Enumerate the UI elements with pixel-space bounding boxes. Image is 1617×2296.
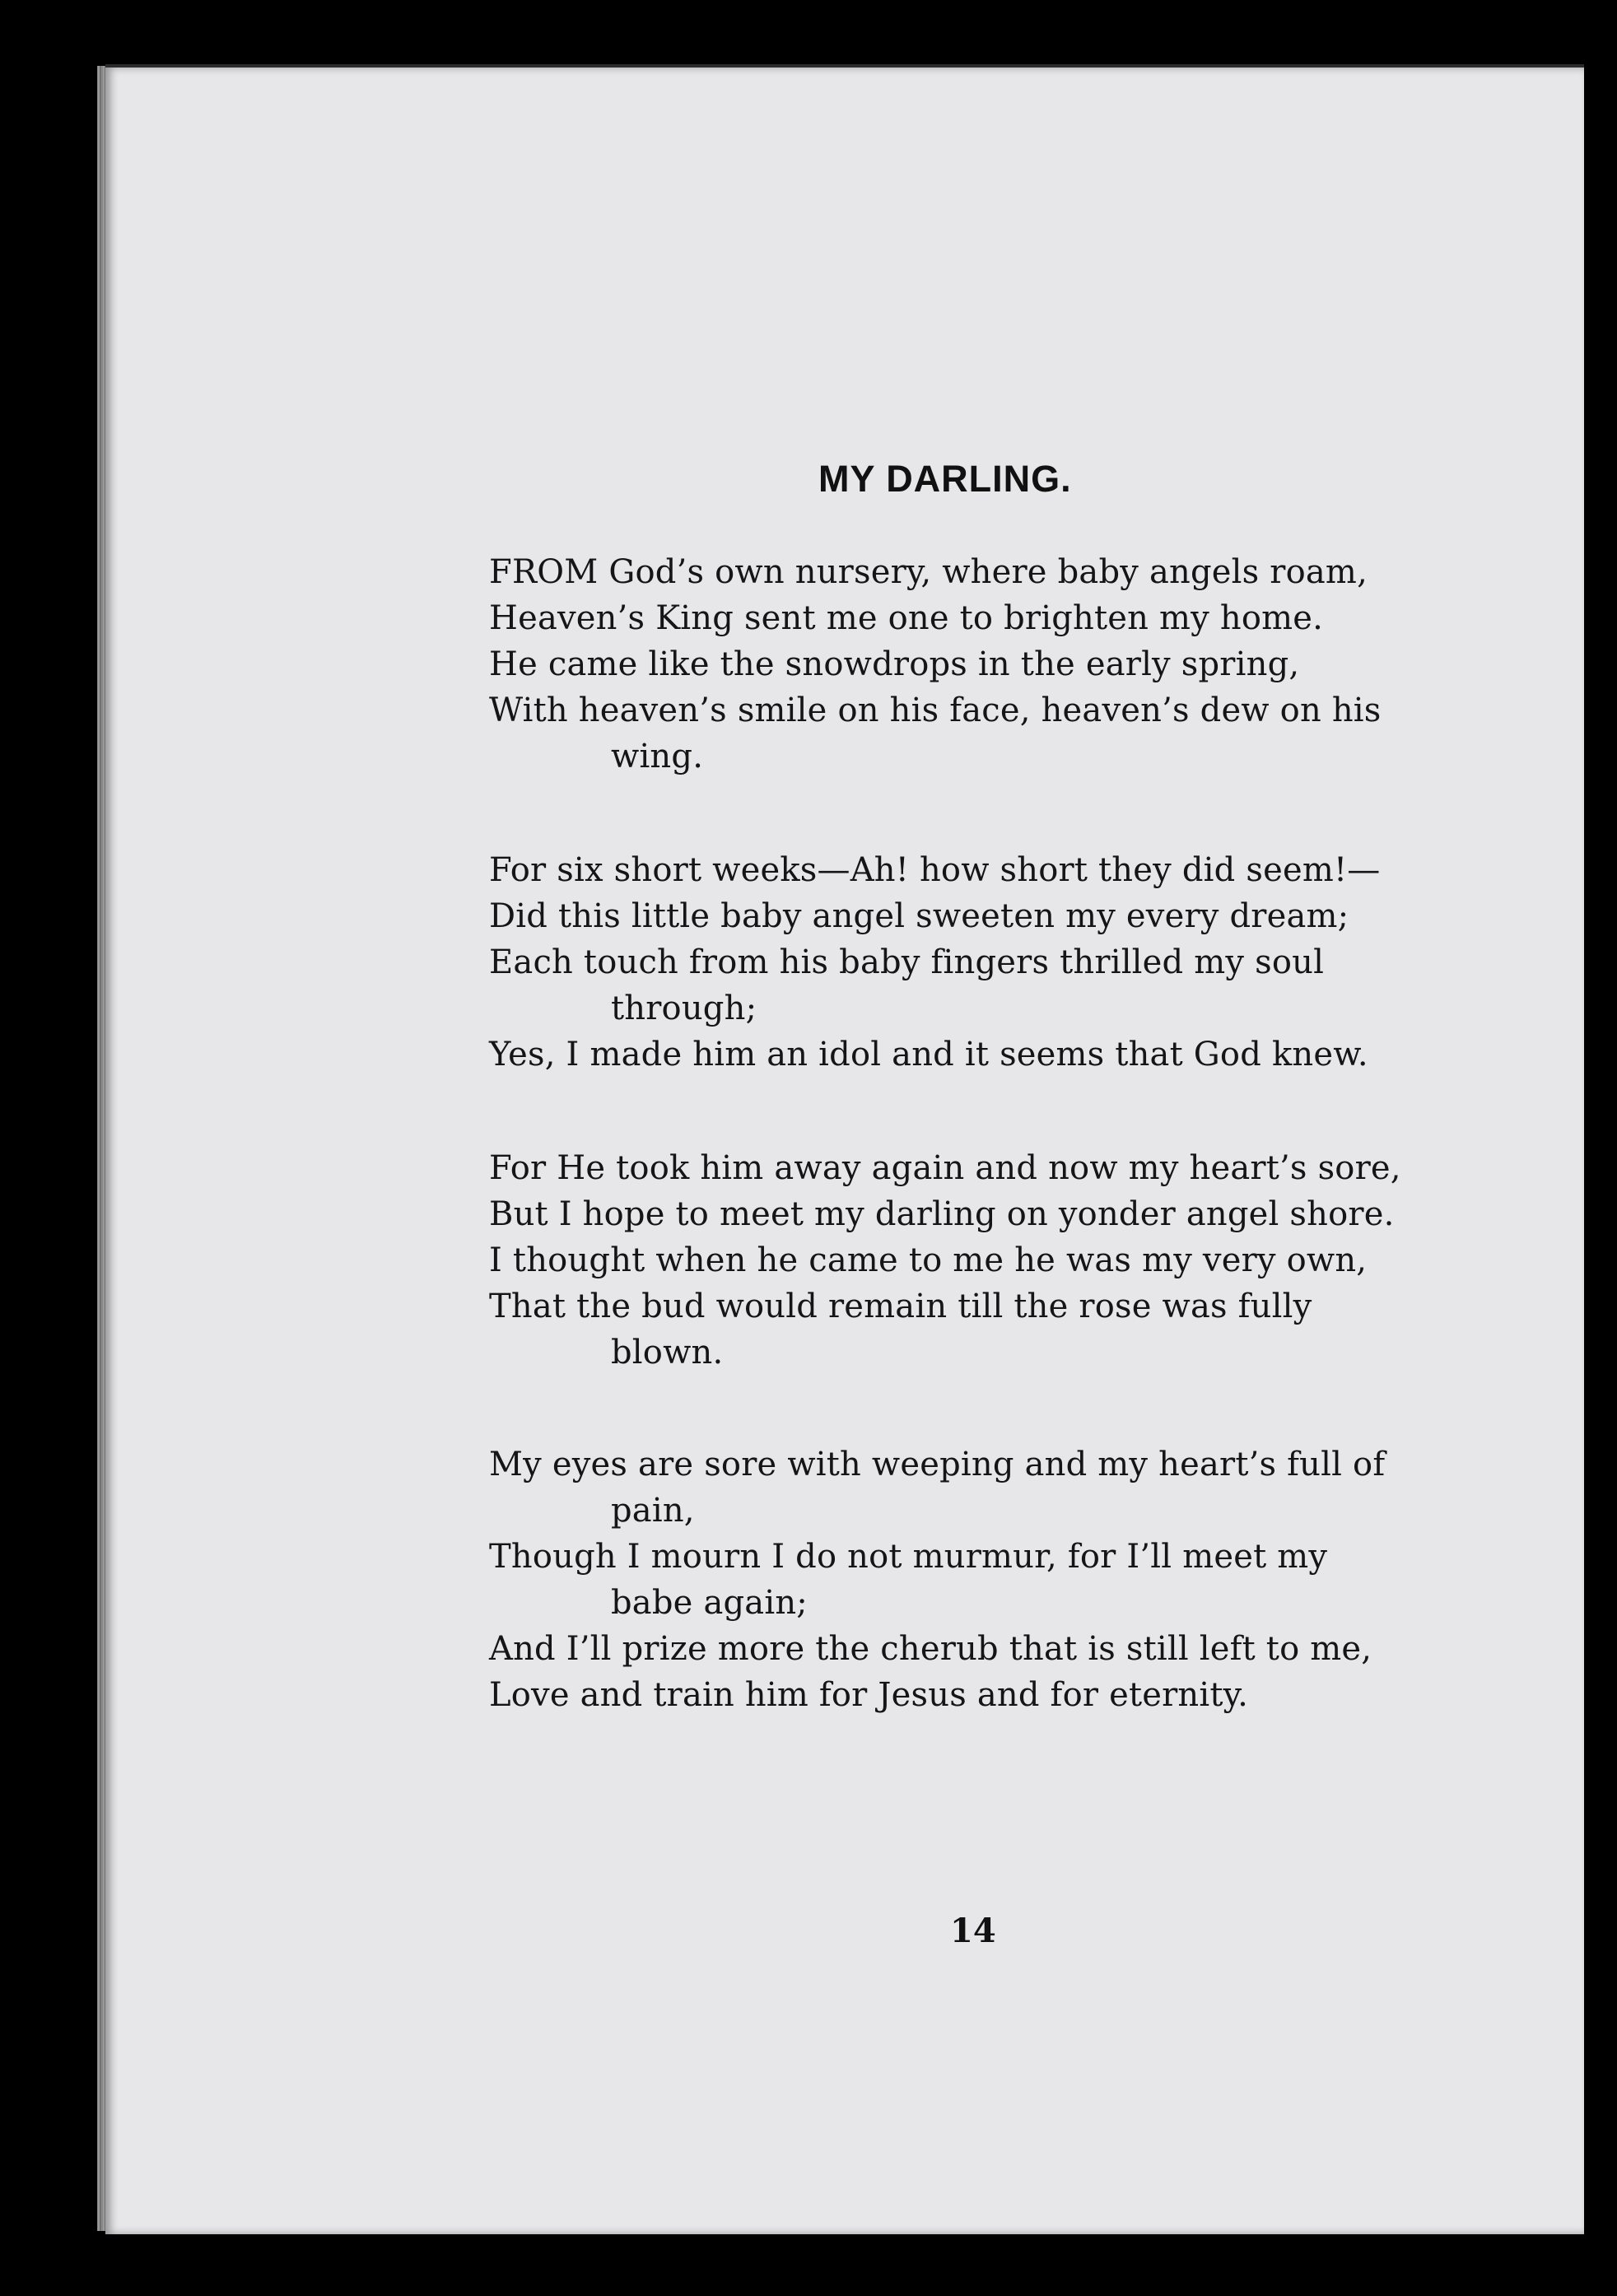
poem-line: He came like the snowdrops in the early spring,	[489, 645, 1300, 683]
poem-line: For He took him away again and now my heart’s sore,	[489, 1149, 1401, 1187]
poem-line: For six short weeks—Ah! how short they did seem!—	[489, 851, 1381, 889]
poem-line: Love and train him for Jesus and for eternity.	[489, 1676, 1249, 1714]
poem-line-continuation: wing.	[611, 738, 704, 775]
poem-line: With heaven’s smile on his face, heaven’s dew on his	[489, 692, 1382, 729]
poem-line: But I hope to meet my darling on yonder angel shore.	[489, 1195, 1395, 1233]
poem-line: That the bud would remain till the rose was fully	[489, 1288, 1312, 1325]
poem-line: Each touch from his baby fingers thrilled my soul	[489, 943, 1325, 981]
poem-line-continuation: pain,	[611, 1492, 695, 1530]
poem-line: Heaven’s King sent me one to brighten my home.	[489, 599, 1324, 637]
poem-line: FROM God’s own nursery, where baby angels roam,	[489, 553, 1368, 591]
poem-line-continuation: babe again;	[611, 1584, 808, 1622]
poem-line: I thought when he came to me he was my very own,	[489, 1241, 1368, 1279]
poem-line: Though I mourn I do not murmur, for I’ll meet my	[489, 1538, 1328, 1576]
page-number: 14	[950, 1912, 996, 1950]
poem-line: Yes, I made him an idol and it seems that God knew.	[489, 1036, 1368, 1073]
poem-line-continuation: blown.	[611, 1334, 724, 1372]
poem-line: And I’ll prize more the cherub that is still left to me,	[489, 1630, 1372, 1668]
poem-line: Did this little baby angel sweeten my every dream;	[489, 897, 1349, 935]
poem-line: My eyes are sore with weeping and my heart’s full of	[489, 1446, 1386, 1483]
poem-title: MY DARLING.	[818, 458, 1072, 500]
poem-line-continuation: through;	[611, 990, 757, 1027]
